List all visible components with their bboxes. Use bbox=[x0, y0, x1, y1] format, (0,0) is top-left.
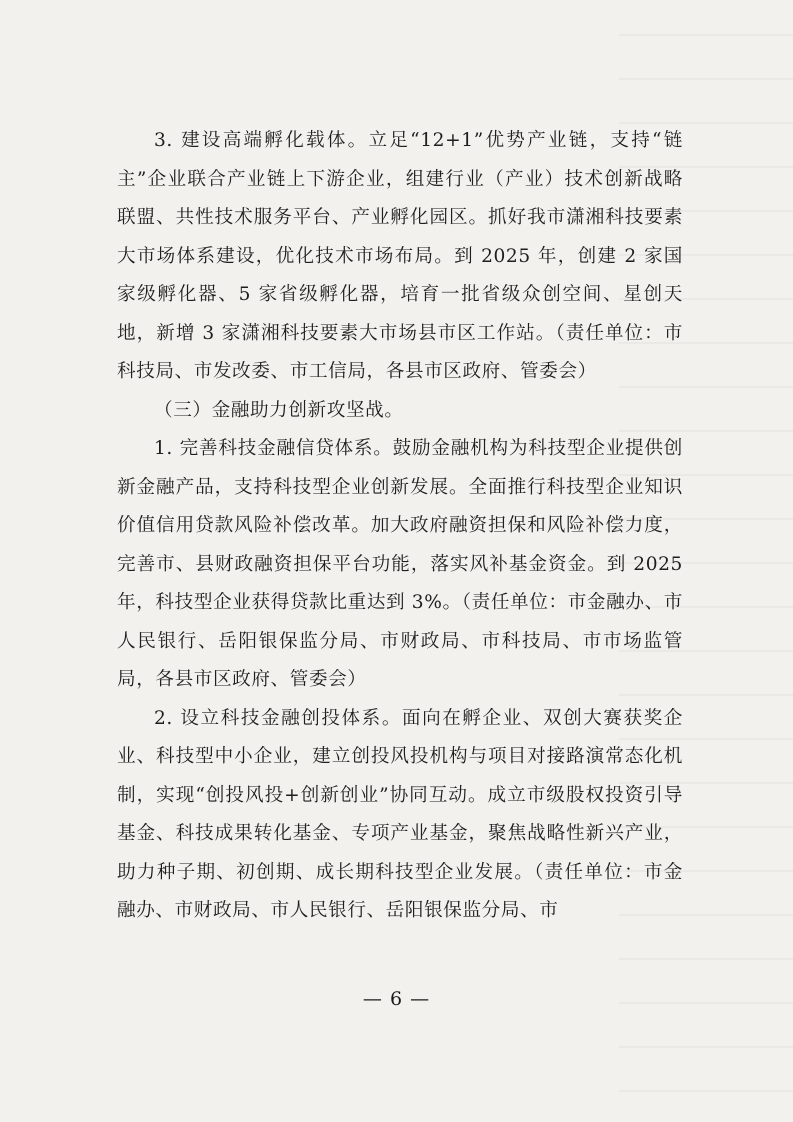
body-text bbox=[117, 122, 683, 931]
section-heading-finance: （三）金融助力创新攻坚战。 bbox=[154, 399, 404, 421]
paragraph-venture-investment: 2. 设立科技金融创投体系。面向在孵企业、双创大赛获奖企业、科技型中小企业，建立创投风投机构与项目对接路演常态化机制，实现“创投风投+创新创业”协同互动。成立市级股权投资引导基金、科技成果转化基金、专项产业基金，聚焦战略性新兴产业，助力种子期、初创期、成长期科技型企业发展。（责任单位：市金融办、市财政局、市人民银行、岳阳银保监分局、市 bbox=[117, 707, 683, 921]
page-number: — 6 — bbox=[362, 988, 431, 1010]
paragraph-credit-system: 1. 完善科技金融信贷体系。鼓励金融机构为科技型企业提供创新金融产品，支持科技型企业创新发展。全面推行科技型企业知识价值信用贷款风险补偿改革。加大政府融资担保和风险补偿力度，完善市、县财政融资担保平台功能，落实风补基金资金。到 2025 年，科技型企业获得贷款比重达到 3%。（责任单位：市金融办、市人民银行、岳阳银保监分局、市财政局、市科技局、市市场监管局，各县市区政府、管委会） bbox=[117, 438, 683, 690]
paragraph-incubation-carriers: 3. 建设高端孵化载体。立足“12+1”优势产业链，支持“链主”企业联合产业链上下游企业，组建行业（产业）技术创新战略联盟、共性技术服务平台、产业孵化园区。抓好我市潇湘科技要素大市场体系建设，优化技术市场布局。到 2025 年，创建 2 家国家级孵化器、5 家省级孵化器，培育一批省级众创空间、星创天地，新增 3 家潇湘科技要素大市场县市区工作站。（责任单位：市科技局、市发改委、市工信局，各县市区政府、管委会） bbox=[117, 130, 683, 382]
